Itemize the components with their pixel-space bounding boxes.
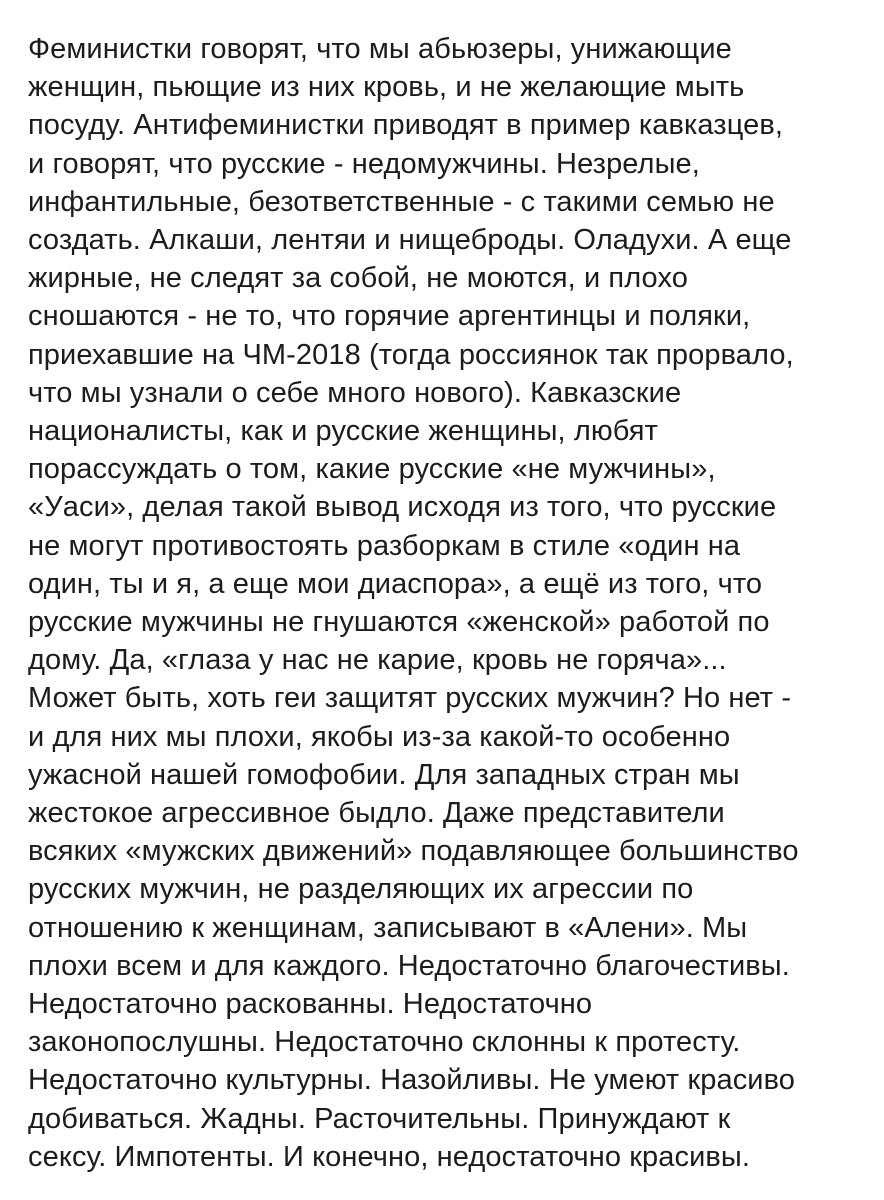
text-line-26: Недостаточно раскованны. Недостаточно (28, 988, 593, 1021)
text-line-15: один, ты и я, а еще мои диаспора», а ещё из того, что (28, 567, 763, 600)
text-line-16: русские мужчины не гнушаются «женской» работой по (28, 606, 770, 639)
text-line-2: женщин, пьющие из них кровь, и не желающие мыть (28, 71, 745, 104)
text-line-5: инфантильные, безответственные - с такими семью не (28, 185, 775, 218)
text-line-20: ужасной нашей гомофобии. Для западных стран мы (28, 758, 740, 791)
text-line-24: отношению к женщинам, записывают в «Алени». Мы (28, 911, 748, 944)
text-line-21: жестокое агрессивное быдло. Даже представители (28, 797, 725, 830)
text-line-6: создать. Алкаши, лентяи и нищеброды. Оладухи. А еще (28, 224, 792, 257)
text-line-13: «Уаси», делая такой вывод исходя из того, что русские (28, 491, 777, 524)
text-line-23: русских мужчин, не разделяющих их агрессии по (28, 873, 694, 906)
text-line-19: и для них мы плохи, якобы из-за какой-то особенно (28, 720, 731, 753)
text-line-22: всяких «мужских движений» подавляющее большинство (28, 835, 799, 868)
text-line-27: законопослушны. Недостаточно склонны к протесту. (28, 1026, 741, 1059)
text-line-3: посуду. Антифеминистки приводят в пример кавказцев, (28, 109, 783, 142)
text-line-10: что мы узнали о себе много нового). Кавказские (28, 376, 682, 409)
text-line-30: сексу. Импотенты. И конечно, недостаточно красивы. (28, 1140, 750, 1173)
text-line-4: и говорят, что русские - недомужчины. Незрелые, (28, 147, 700, 180)
text-line-12: порассуждать о том, какие русские «не мужчины», (28, 453, 716, 486)
text-line-8: сношаются - не то, что горячие аргентинцы и поляки, (28, 300, 751, 333)
text-line-29: добиваться. Жадны. Расточительны. Принуждают к (28, 1102, 731, 1135)
text-line-28: Недостаточно культурны. Назойливы. Не умеют красиво (28, 1064, 796, 1097)
text-line-11: националисты, как и русские женщины, любят (28, 415, 658, 448)
text-line-1: Феминистки говорят, что мы абьюзеры, унижающие (28, 33, 732, 65)
text-line-18: Может быть, хоть геи защитят русских мужчин? Но нет - (28, 682, 792, 715)
text-line-7: жирные, не следят за собой, не моются, и плохо (28, 262, 688, 295)
text-line-9: приехавшие на ЧМ-2018 (тогда россиянок так прорвало, (28, 338, 794, 371)
text-line-14: не могут противостоять разборкам в стиле «один на (28, 529, 741, 562)
text-line-17: дому. Да, «глаза у нас не карие, кровь не горяча»... (28, 644, 727, 677)
text-line-25: плохи всем и для каждого. Недостаточно благочестивы. (28, 949, 790, 982)
body-text (28, 30, 868, 1176)
